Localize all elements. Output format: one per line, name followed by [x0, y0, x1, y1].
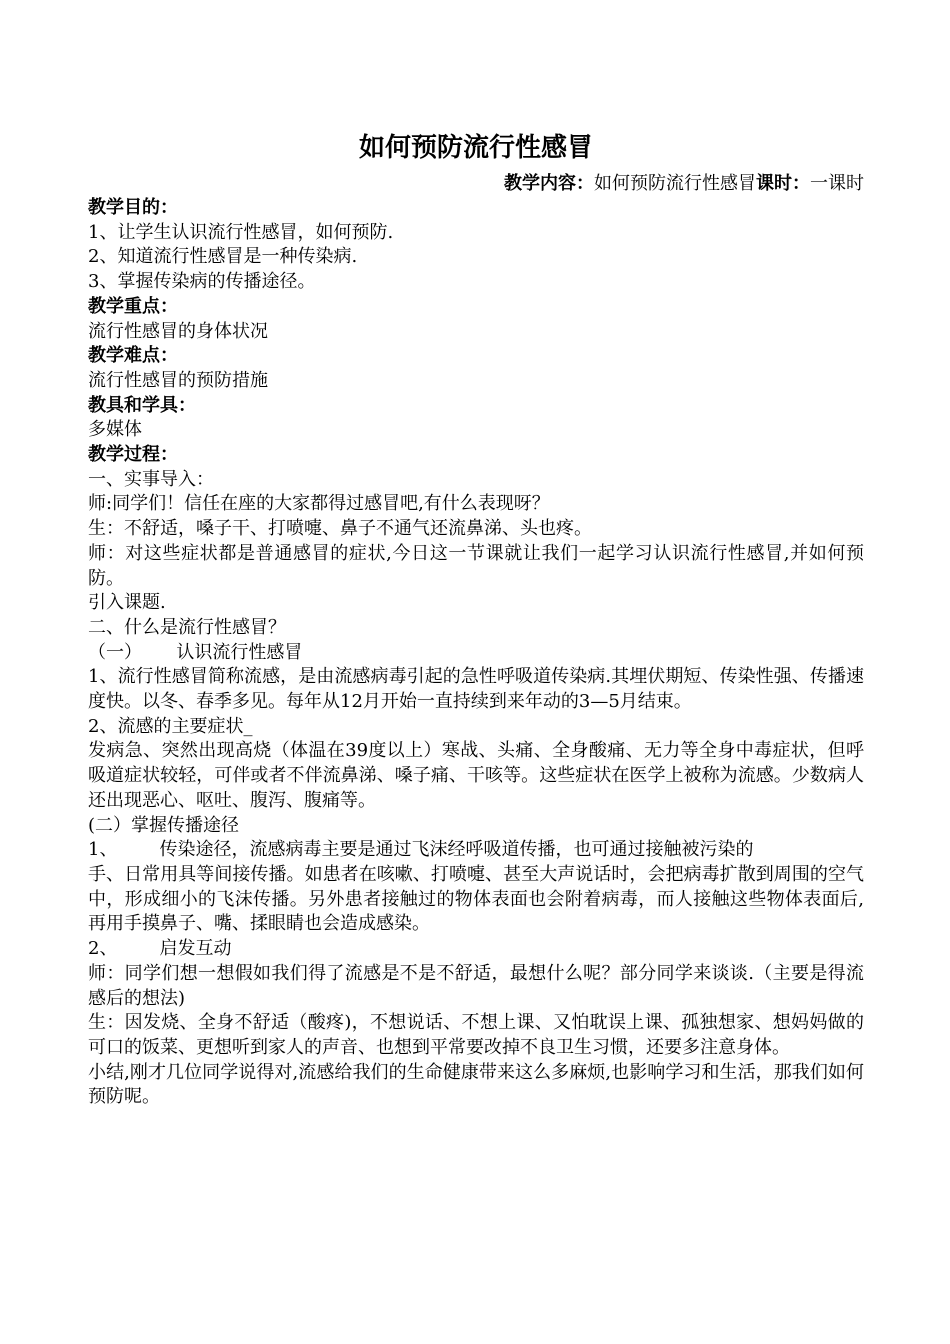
lesson-meta — [88, 172, 864, 196]
period-value: 一课时 — [810, 173, 864, 194]
section-title: 二、什么是流行性感冒？ — [88, 616, 286, 638]
objective-item: 2、知道流行性感冒是一种传染病. — [88, 246, 358, 268]
paragraph: 师：同学们想一想假如我们得了流感是不是不舒适，最想什么呢？部分同学来谈谈.（主要是得流感后的想法) — [88, 962, 864, 1009]
paragraph: 1、流行性感冒简称流感，是由流感病毒引起的急性呼吸道传染病.其埋伏期短、传染性强、传播速度快。以冬、春季多见。每年从12月开始一直持续到来年动的3—5月结束。 — [88, 666, 864, 713]
document-page — [88, 128, 864, 1110]
interact-title: 启发互动 — [159, 938, 232, 960]
paragraph: 小结,刚才几位同学说得对,流感给我们的生命健康带来这么多麻烦,也影响学习和生活，那我们如何预防呢。 — [88, 1061, 864, 1108]
objective-item: 1、让学生认识流行性感冒，如何预防. — [88, 221, 394, 243]
section-title: 一、实事导入： — [88, 468, 214, 490]
tools-heading: 教具和学具： — [88, 394, 196, 416]
key-point-heading: 教学重点： — [88, 295, 178, 317]
objectives-heading: 教学目的： — [88, 197, 178, 218]
route-num: 1、 — [88, 839, 118, 861]
content-value: 如何预防流行性感冒 — [594, 173, 756, 194]
key-point-text: 流行性感冒的身体状况 — [88, 320, 268, 342]
subsection-title: （一） 认识流行性感冒 — [88, 641, 303, 663]
tools-text: 多媒体 — [88, 419, 142, 441]
process-heading: 教学过程： — [88, 444, 178, 466]
dialog-line: 师:同学们！信任在座的大家都得过感冒吧,有什么表现呀？ — [88, 493, 550, 515]
dialog-line: 生：不舒适，嗓子干、打喷嚏、鼻子不通气还流鼻涕、头也疼。 — [88, 518, 592, 540]
objective-item: 3、掌握传染病的传播途径。 — [88, 271, 316, 293]
interact-num: 2、 — [88, 938, 118, 960]
paragraph: 生：因发烧、全身不舒适（酸疼)，不想说话、不想上课、又怕耽误上课、孤独想家、想妈妈做的可口的饭菜、更想听到家人的声音、也想到平常要改掉不良卫生习惯，还要多注意身体。 — [88, 1012, 864, 1058]
subsection-title: 2、流感的主要症状_ — [88, 715, 253, 737]
interact-item — [88, 937, 864, 962]
difficulty-text: 流行性感冒的预防措施 — [88, 369, 268, 391]
subsection-title: (二）掌握传播途径 — [88, 814, 240, 836]
route-text: 传染途径，流感病毒主要是通过飞沫经呼吸道传播，也可通过接触被污染的 — [159, 839, 754, 861]
difficulty-heading: 教学难点： — [88, 345, 178, 367]
dialog-line: 师：对这些症状都是普通感冒的症状,今日这一节课就让我们一起学习认识流行性感冒,并如何预防。 — [88, 542, 864, 589]
paragraph: 发病急、突然出现高烧（体温在39度以上）寒战、头痛、全身酸痛、无力等全身中毒症状，但呼吸道症状较轻，可伴或者不伴流鼻涕、嗓子痛、干咳等。这些症状在医学上被称为流感。少数病人还出现恶心、呕吐、腹泻、腹痛等。 — [88, 740, 864, 811]
paragraph: 手、日常用具等间接传播。如患者在咳嗽、打喷嚏、甚至大声说话时，会把病毒扩散到周围的空气中，形成细小的飞沫传播。另外患者接触过的物体表面也会附着病毒，而人接触这些物体表面后,再用手摸鼻子、嘴、揉眼睛也会造成感染。 — [88, 863, 864, 935]
page-title: 如何预防流行性感冒 — [358, 133, 593, 163]
route-item — [88, 838, 864, 863]
content-label: 教学内容： — [504, 173, 594, 194]
period-label: 课时： — [756, 173, 810, 194]
dialog-line: 引入课题. — [88, 592, 166, 614]
